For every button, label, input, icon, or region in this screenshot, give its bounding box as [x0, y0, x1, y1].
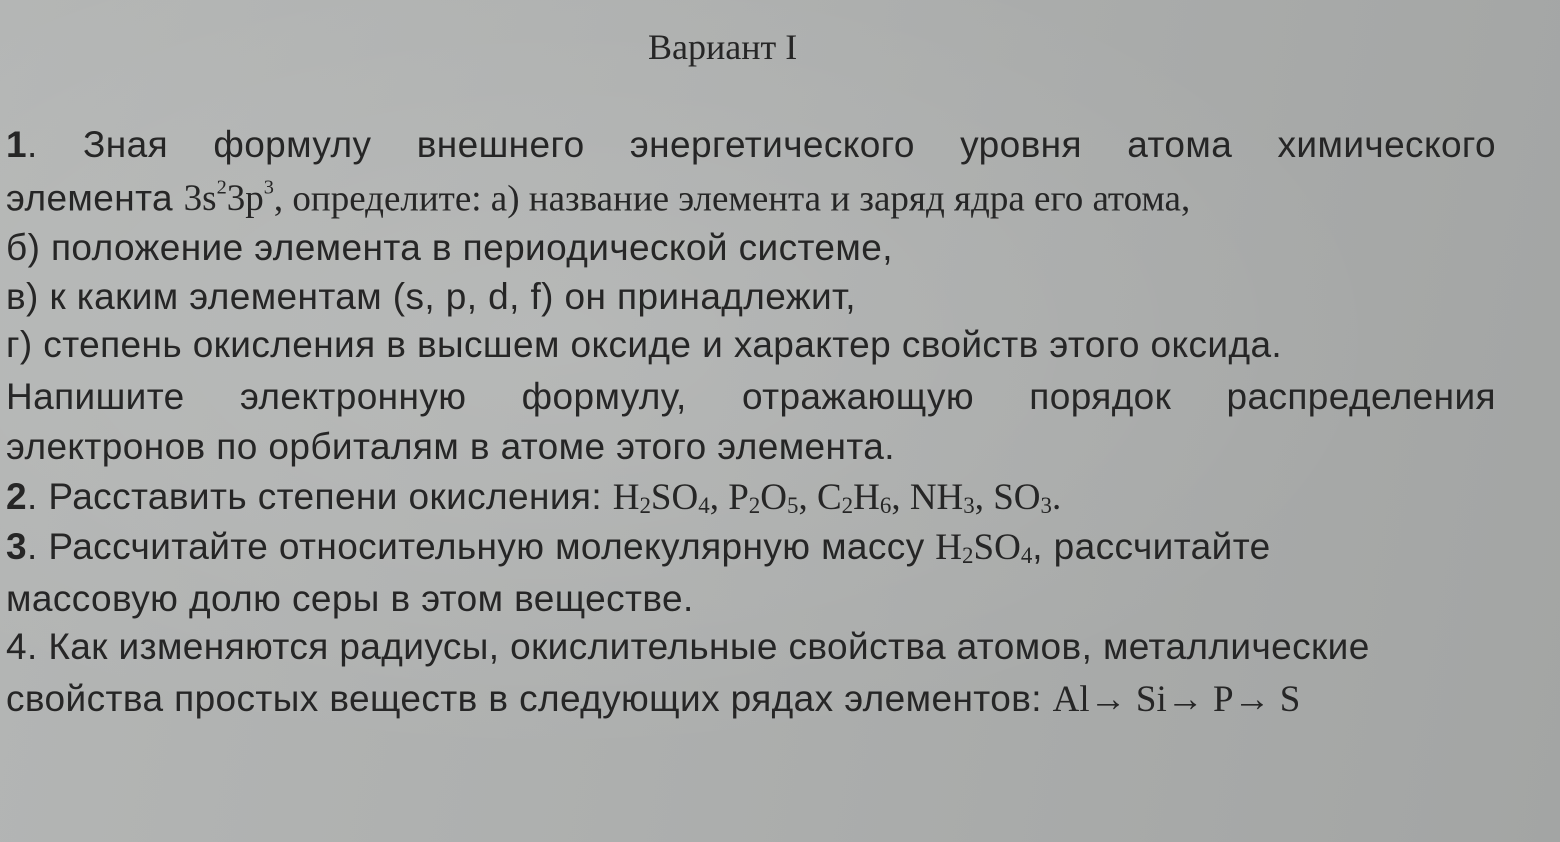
formula-separator: , — [891, 477, 910, 518]
task3-number: 3 — [6, 526, 27, 567]
formula-end: . — [1052, 477, 1062, 518]
config-part1: 3s — [183, 178, 217, 220]
task3-line2: массовую долю серы в этом веществе. — [6, 578, 694, 619]
task1-line1-text: Зная формулу внешнего энергетического уровня атома химического — [83, 124, 1496, 165]
task2-text: . Расставить степени окисления: — [26, 476, 613, 517]
formula-sub: 2 — [962, 543, 974, 569]
formula-part: O — [760, 477, 787, 518]
task4-line2-prefix: свойства простых веществ в следующих рядах элементов: — [6, 678, 1053, 719]
task4-line2 — [6, 680, 1300, 718]
formula-separator: , — [974, 477, 994, 518]
variant-title: Вариант I — [648, 27, 798, 67]
formula-part: C — [816, 477, 842, 518]
formula-part: SO — [650, 477, 699, 518]
formula-part: P — [728, 477, 749, 518]
task2-line — [6, 478, 1061, 518]
task1-line5: г) степень окисления в высшем оксиде и характер свойств этого оксида. — [6, 324, 1283, 365]
config-part2: 3p — [226, 178, 264, 220]
task1-line2-prefix: элемента — [6, 177, 184, 219]
formula-part: H — [612, 477, 640, 518]
formula-separator: , — [709, 477, 729, 518]
task2-number: 2 — [6, 476, 27, 517]
formula-part: H — [853, 477, 880, 518]
formula-sub: 2 — [841, 493, 854, 519]
formula-part: NH — [909, 477, 964, 518]
task1-line7: электронов по орбиталям в атоме этого элемента. — [6, 426, 895, 467]
task1-number: 1 — [6, 124, 27, 165]
task3-line1 — [6, 528, 1271, 568]
task1-line1: 1. Зная формулу внешнего энергетического уровня атома химического — [6, 124, 1496, 165]
task1-line2 — [6, 177, 1191, 220]
formula-sub: 2 — [748, 493, 761, 519]
task2-formulas — [613, 477, 1062, 518]
formula-part: H — [935, 527, 963, 568]
formula-sub: 4 — [698, 493, 710, 519]
formula-sub: 5 — [786, 493, 799, 519]
task1-line4: в) к каким элементам (s, p, d, f) он принадлежит, — [6, 276, 856, 317]
formula-h2so4-task3 — [935, 527, 1032, 568]
electron-config — [184, 178, 274, 219]
task1-line6: Напишите электронную формулу, отражающую порядок распределения — [6, 376, 1496, 417]
formula-sub: 3 — [963, 493, 975, 519]
formula-c2h6 — [817, 477, 891, 518]
formula-h2so4 — [613, 477, 710, 518]
formula-sub: 2 — [639, 493, 651, 519]
formula-so3 — [993, 477, 1052, 518]
formula-sub: 6 — [879, 493, 892, 519]
element-series: Al→ Si→ P→ S — [1052, 679, 1301, 720]
formula-part: SO — [993, 477, 1041, 518]
task3-text: . Рассчитайте относительную молекулярную массу — [26, 526, 936, 567]
task3-text-after: , рассчитайте — [1032, 526, 1271, 567]
config-sup2: 3 — [263, 177, 274, 199]
formula-part: SO — [973, 527, 1021, 568]
task1-line2-suffix: , определите: а) название элемента и заряд ядра его атома, — [273, 178, 1191, 220]
formula-sub: 4 — [1020, 543, 1033, 569]
formula-separator: , — [798, 477, 817, 518]
task4-line1: 4. Как изменяются радиусы, окислительные свойства атомов, металлические — [6, 626, 1370, 667]
formula-nh3 — [910, 477, 975, 518]
formula-sub: 3 — [1040, 493, 1053, 519]
config-sup1: 2 — [216, 177, 227, 199]
task1-line3: б) положение элемента в периодической системе, — [6, 227, 893, 268]
formula-p2o5 — [728, 477, 798, 518]
